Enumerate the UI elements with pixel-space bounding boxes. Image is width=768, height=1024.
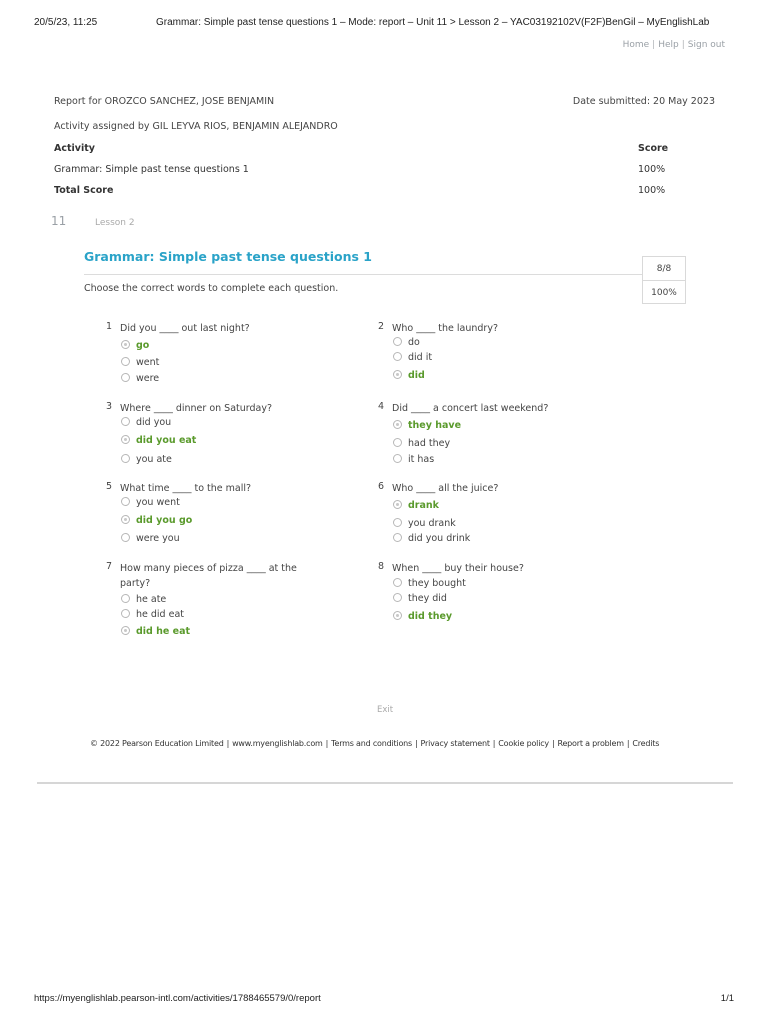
question-text: How many pieces of pizza ____ at the party? xyxy=(120,563,297,589)
answer-option[interactable] xyxy=(121,356,159,370)
summary-activity-row xyxy=(54,164,666,185)
answer-option[interactable] xyxy=(393,453,434,467)
answer-option[interactable] xyxy=(393,532,470,546)
option-label: had they xyxy=(408,438,451,449)
option-label: they have xyxy=(408,420,462,431)
radio-icon xyxy=(393,337,402,346)
answer-option[interactable] xyxy=(121,514,192,528)
score-summary-table xyxy=(54,143,669,206)
answer-option[interactable] xyxy=(121,608,184,622)
option-label: they did xyxy=(408,593,447,604)
option-label: did it xyxy=(408,352,433,363)
print-title: Grammar: Simple past tense questions 1 – Mode: report – Unit 11 > Lesson 2 – YAC03192102V(F2F)BenGil – MyEnglishLab xyxy=(156,17,710,28)
answer-option[interactable] xyxy=(393,351,432,365)
option-label: were xyxy=(136,373,160,384)
option-label: did xyxy=(408,370,425,381)
question-number: 2 xyxy=(377,321,384,332)
radio-selected-icon xyxy=(393,611,402,620)
option-label: did you xyxy=(136,417,172,428)
option-label: you ate xyxy=(136,454,172,465)
activity-score-box xyxy=(642,256,686,304)
score-column-header: Score xyxy=(638,143,669,154)
copyright-text: © 2022 Pearson Education Limited xyxy=(90,739,224,748)
answer-option[interactable] xyxy=(393,499,439,513)
answer-option[interactable] xyxy=(393,419,461,433)
radio-icon xyxy=(121,533,130,542)
question-text: Did ____ a concert last weekend? xyxy=(392,403,549,414)
radio-icon xyxy=(121,417,130,426)
answer-option[interactable] xyxy=(393,592,447,606)
footer-separator: | xyxy=(551,739,555,748)
question-number: 3 xyxy=(105,401,112,412)
option-label: did they xyxy=(408,611,453,622)
summary-activity-score: 100% xyxy=(638,164,666,175)
exit-button[interactable]: Exit xyxy=(377,705,394,715)
radio-selected-icon xyxy=(393,500,402,509)
radio-icon xyxy=(121,357,130,366)
option-label: did you go xyxy=(136,515,193,526)
title-divider xyxy=(84,274,642,275)
answer-option[interactable] xyxy=(393,336,420,350)
answer-option[interactable] xyxy=(121,593,166,607)
report-problem-link[interactable]: Report a problem xyxy=(557,739,624,748)
footer-separator: | xyxy=(415,739,418,748)
radio-icon xyxy=(121,609,130,618)
option-label: you drank xyxy=(408,518,456,529)
answer-option[interactable] xyxy=(393,517,456,531)
footer-separator: | xyxy=(325,739,329,748)
nav-separator: | xyxy=(652,40,656,50)
unit-number: 11 xyxy=(51,214,67,228)
print-footer xyxy=(34,993,734,1007)
nav-separator: | xyxy=(681,40,685,50)
radio-icon xyxy=(121,373,130,382)
sign-out-link[interactable]: Sign out xyxy=(687,40,725,50)
footer-separator: | xyxy=(626,739,630,748)
summary-total-row xyxy=(54,185,666,206)
activity-column-header: Activity xyxy=(54,143,95,154)
radio-selected-icon xyxy=(121,515,130,524)
site-link[interactable]: www.myenglishlab.com xyxy=(232,739,323,748)
assigned-by: Activity assigned by GIL LEYVA RIOS, BENJAMIN ALEJANDRO xyxy=(54,121,338,132)
radio-selected-icon xyxy=(121,340,130,349)
footer-separator: | xyxy=(226,739,230,748)
score-percent: 100% xyxy=(651,288,677,298)
answer-option[interactable] xyxy=(121,625,190,639)
top-navigation xyxy=(623,40,725,50)
option-label: it has xyxy=(408,454,435,465)
option-label: do xyxy=(408,337,420,348)
question-text: Who ____ the laundry? xyxy=(392,323,498,334)
answer-option[interactable] xyxy=(393,577,466,591)
question-number: 4 xyxy=(377,401,384,412)
radio-icon xyxy=(121,454,130,463)
summary-activity-name: Grammar: Simple past tense questions 1 xyxy=(54,164,249,175)
answer-option[interactable] xyxy=(121,453,172,467)
option-label: they bought xyxy=(408,578,466,589)
print-timestamp: 20/5/23, 11:25 xyxy=(34,17,98,28)
option-label: did he eat xyxy=(136,626,191,637)
option-label: you went xyxy=(136,497,180,508)
activity-title: Grammar: Simple past tense questions 1 xyxy=(84,249,373,264)
radio-selected-icon xyxy=(393,420,402,429)
print-header xyxy=(34,17,734,31)
radio-selected-icon xyxy=(121,626,130,635)
answer-option[interactable] xyxy=(121,372,159,386)
answer-option[interactable] xyxy=(121,339,149,353)
question-number: 1 xyxy=(105,321,112,332)
credits-link[interactable]: Credits xyxy=(632,739,660,748)
radio-icon xyxy=(393,593,402,602)
print-page-number: 1/1 xyxy=(720,993,734,1004)
report-for: Report for OROZCO SANCHEZ, JOSE BENJAMIN xyxy=(54,96,275,107)
question-number: 8 xyxy=(377,561,384,572)
option-label: he did eat xyxy=(136,609,184,620)
option-label: did you drink xyxy=(408,533,471,544)
question-text: Did you ____ out last night? xyxy=(120,323,250,334)
option-label: did you eat xyxy=(136,435,197,446)
answer-option[interactable] xyxy=(121,532,180,546)
option-label: he ate xyxy=(136,594,167,605)
answer-option[interactable] xyxy=(393,610,452,624)
radio-selected-icon xyxy=(121,435,130,444)
page-divider xyxy=(37,782,733,784)
question-text: Where ____ dinner on Saturday? xyxy=(120,403,273,414)
question-number: 5 xyxy=(105,481,112,492)
radio-icon xyxy=(393,352,402,361)
cookie-link[interactable]: Cookie policy xyxy=(498,739,549,748)
radio-icon xyxy=(121,497,130,506)
radio-icon xyxy=(393,454,402,463)
summary-header-row xyxy=(54,143,669,164)
answer-option[interactable] xyxy=(121,416,171,430)
option-label: were you xyxy=(136,533,180,544)
score-fraction: 8/8 xyxy=(643,257,685,281)
terms-link[interactable]: Terms and conditions xyxy=(331,739,412,748)
question-text: When ____ buy their house? xyxy=(392,563,524,574)
option-label: went xyxy=(136,357,160,368)
radio-icon xyxy=(121,594,130,603)
page-footer xyxy=(90,739,659,748)
radio-icon xyxy=(393,438,402,447)
date-submitted: Date submitted: 20 May 2023 xyxy=(572,96,715,107)
option-label: drank xyxy=(408,500,439,511)
activity-instructions: Choose the correct words to complete each question. xyxy=(84,283,339,294)
question-text: Who ____ all the juice? xyxy=(392,483,499,494)
answer-option[interactable] xyxy=(121,434,196,448)
question-number: 7 xyxy=(105,561,112,572)
help-link[interactable]: Help xyxy=(658,40,679,50)
footer-separator: | xyxy=(492,739,496,748)
question-text: What time ____ to the mall? xyxy=(120,483,252,494)
question-number: 6 xyxy=(377,481,384,492)
print-url: https://myenglishlab.pearson-intl.com/activities/1788465579/0/report xyxy=(34,993,321,1004)
total-score-label: Total Score xyxy=(54,185,114,196)
radio-selected-icon xyxy=(393,370,402,379)
answer-option[interactable] xyxy=(393,437,450,451)
radio-icon xyxy=(393,533,402,542)
radio-icon xyxy=(393,518,402,527)
total-score-value: 100% xyxy=(638,185,666,196)
answer-option[interactable] xyxy=(121,496,180,510)
privacy-link[interactable]: Privacy statement xyxy=(420,739,490,748)
answer-option[interactable] xyxy=(393,369,425,383)
radio-icon xyxy=(393,578,402,587)
lesson-label: Lesson 2 xyxy=(95,218,135,228)
option-label: go xyxy=(136,340,150,351)
home-link[interactable]: Home xyxy=(622,40,650,50)
